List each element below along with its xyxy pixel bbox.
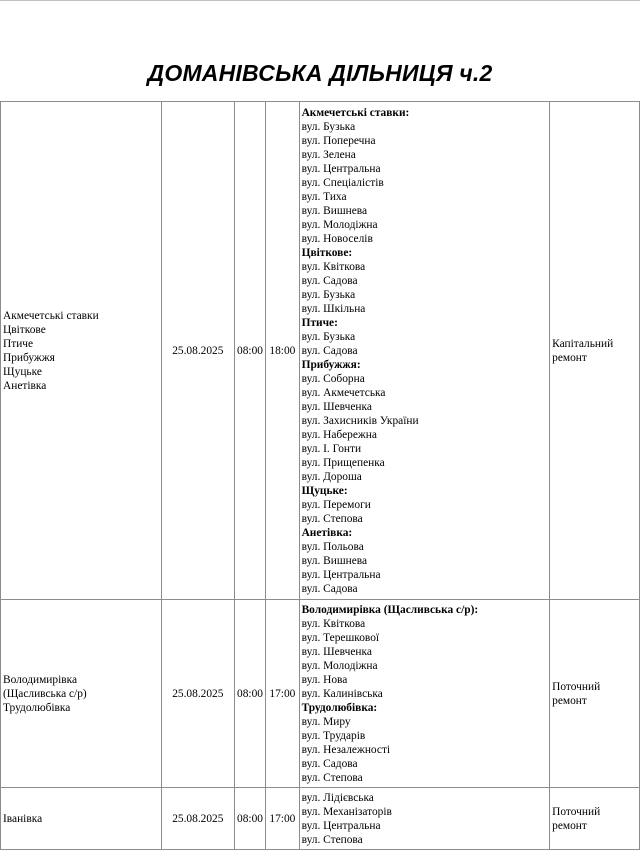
street-name: вул. Садова [301,344,358,357]
street-name: вул. Незалежності [301,743,391,756]
settlement-name: Птиче [3,337,34,350]
end-time-cell: 18:00 [266,102,299,600]
street-name: вул. Польова [301,540,364,553]
settlements-cell [1,600,162,788]
street-name: вул. Акмечетська [301,386,386,399]
start-time-cell: 08:00 [234,102,265,600]
street-name: вул. Терешкової [301,631,380,644]
work-type-text: ремонт [552,351,587,364]
street-name: вул. Шкільна [301,302,366,315]
settlement-heading: Птиче: [301,316,338,329]
page-title: ДОМАНІВСЬКА ДІЛЬНИЦЯ ч.2 [147,60,493,86]
end-time-cell: 17:00 [266,788,299,850]
streets-cell [299,600,550,788]
street-name: вул. Шевченка [301,400,372,413]
street-name: вул. Прищепенка [301,456,385,469]
start-time-cell: 08:00 [234,788,265,850]
end-time-cell: 17:00 [266,600,299,788]
start-time-cell: 08:00 [234,600,265,788]
settlement-name: Цвіткове [3,323,46,336]
streets-cell [299,102,550,600]
settlement-heading: Акмечетські ставки: [301,106,410,119]
street-list [302,106,548,596]
street-name: вул. Степова [301,833,363,846]
street-name: вул. Вишнева [301,204,368,217]
streets-cell [299,788,550,850]
settlement-heading: Трудолюбівка: [301,701,378,714]
table-row [1,600,640,788]
date-cell: 25.08.2025 [161,788,234,850]
street-name: вул. Шевченка [301,645,372,658]
settlement-name: Володимирівка [3,673,78,686]
work-type-text: Капітальний [552,337,614,350]
settlement-name: Прибужжя [3,351,55,364]
street-name: вул. Дорошa [301,470,362,483]
street-name: вул. Степова [301,512,363,525]
street-name: вул. І. Гонти [301,442,362,455]
street-name: вул. Лідієвська [301,791,374,804]
street-name: вул. Калинівська [301,687,383,700]
settlements-cell [1,788,162,850]
street-name: вул. Зелена [301,148,356,161]
street-name: вул. Миру [301,715,351,728]
street-name: вул. Степова [301,771,363,784]
settlement-name: (Щасливська с/р) [3,687,87,700]
settlement-name: Трудолюбівка [3,701,71,714]
table-row [1,788,640,850]
street-name: вул. Захисників України [301,414,419,427]
street-name: вул. Молодіжна [301,218,378,231]
street-name: вул. Тиха [301,190,347,203]
work-type-text: ремонт [552,819,587,832]
street-name: вул. Бузька [301,330,356,343]
work-type-text: Поточний [552,805,601,818]
settlement-heading: Володимирівка (Щасливська с/р): [301,603,479,616]
street-name: вул. Вишнева [301,554,368,567]
street-name: вул. Центральна [301,568,381,581]
street-name: вул. Спеціалістів [301,176,384,189]
settlement-heading: Прибужжя: [301,358,361,371]
settlement-name: Щуцьке [3,365,42,378]
work-type-cell [550,788,640,850]
street-name: вул. Садова [301,274,358,287]
work-type-text: Поточний [552,680,601,693]
work-type-text: ремонт [552,694,587,707]
outage-schedule-table [0,101,640,850]
street-name: вул. Механізаторів [301,805,392,818]
street-name: вул. Нова [301,673,348,686]
settlement-heading: Щуцьке: [301,484,348,497]
street-name: вул. Квіткова [301,260,366,273]
work-type-cell [550,102,640,600]
settlement-name: Акмечетські ставки [3,309,99,322]
street-list [302,603,548,785]
street-name: вул. Садова [301,757,358,770]
settlement-name: Іванівка [3,812,43,825]
settlement-name: Анетівка [3,379,47,392]
top-divider [0,0,640,1]
street-name: вул. Центральна [301,819,381,832]
street-name: вул. Набережна [301,428,377,441]
street-name: вул. Поперечна [301,134,376,147]
date-cell: 25.08.2025 [161,600,234,788]
street-name: вул. Центральна [301,162,381,175]
street-name: вул. Новоселів [301,232,373,245]
street-name: вул. Соборна [301,372,365,385]
settlement-heading: Цвіткове: [301,246,353,259]
table-row [1,102,640,600]
street-list [302,791,548,847]
date-cell: 25.08.2025 [161,102,234,600]
settlement-heading: Анетівка: [301,526,353,539]
street-name: вул. Квіткова [301,617,366,630]
street-name: вул. Садова [301,582,358,595]
street-name: вул. Перемоги [301,498,371,511]
street-name: вул. Бузька [301,288,356,301]
work-type-cell [550,600,640,788]
street-name: вул. Молодіжна [301,659,378,672]
street-name: вул. Бузька [301,120,356,133]
street-name: вул. Трударів [301,729,366,742]
settlements-cell [1,102,162,600]
